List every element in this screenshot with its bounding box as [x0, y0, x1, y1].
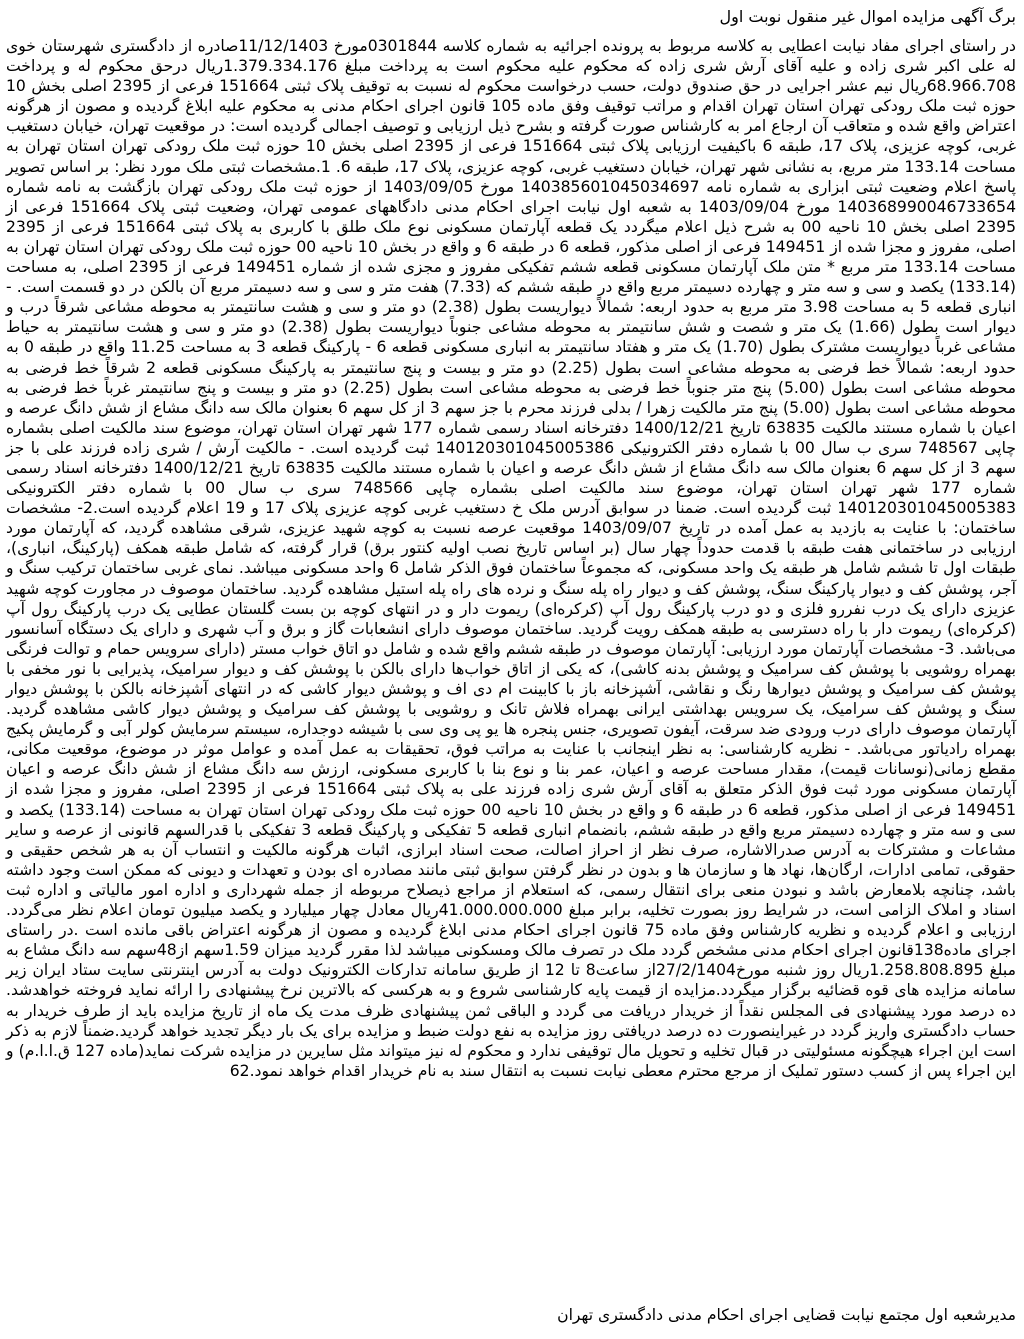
signature-line: مدیرشعبه اول مجتمع نیابت قضایی اجرای احکام مدنی دادگستری تهران — [557, 1306, 1016, 1324]
notice-body: در راستای اجرای مفاد نیابت اعطایی به کلاسه مربوط به پرونده اجرائیه به شماره کلاسه 0301844مورخ 11/12/1403صادره از دادگستری شهرستان خوی له علی اکبر شری زاده و علیه آقای آرش شری زاده که محکوم علیه محکوم است به پرداخت مبلغ 1.379.334.176ریال درحق محکوم له و پرداخت 68.966.708ریال نیم عشر اجرایی در حق صندوق دولت، حسب درخواست محکوم له نسبت به توقیف پلاک ثبتی 151664 فرعی از 2395 اصلی بخش 10 حوزه ثبت ملک رودکی تهران استان تهران اقدام و مراتب توقیف وفق ماده 105 قانون اجرای احکام مدنی به محکوم علیه ابلاغ گردیده و مصون از هرگونه اعتراض واقع شده و متعاقب آن ارجاع امر به کارشناس صورت گرفته و بشرح ذیل ارزیابی و توصیف اجمالی گردیده است: در موقعیت تهران، خیابان دستغیب غربی، کوچه عزیزی، پلاک 17، طبقه 6 باکیفیت ارزیابی پلاک ثبتی 151664 فرعی از 2395 اصلی بخش 10 حوزه ثبت ملک رودکی تهران استان تهران به مساحت 133.14 متر مربع، به نشانی شهر تهران، خیابان دستغیب غربی، کوچه عزیزی، پلاک 17، طبقه 6. 1.مشخصات ثبتی ملک مورد نظر: بر اساس تصویر پاسخ اعلام وضعیت ثبتی ابزاری به شماره نامه 140385601045034697 مورخ 1403/09/05 از حوزه ثبت ملک رودکی تهران بازگشت به نامه شماره 140368990046733654 مورخ 1403/09/04 به شعبه اول نیابت اجرای احکام مدنی دادگاههای عمومی تهران، وضعیت ثبتی پلاک 151664 فرعی از 2395 اصلی بخش 10 ناحیه 00 به شرح ذیل اعلام میگردد یک قطعه آپارتمان مسکونی نوع ملک طلق با کاربری به پلاک ثبتی 151664 فرعی از 2395 اصلی، مفروز و مجزا شده از 149451 فرعی از اصلی مذکور، قطعه 6 در طبقه 6 و واقع در بخش 10 ناحیه 00 حوزه ثبت ملک رودکی تهران استان تهران به مساحت 133.14 متر مربع * متن ملک آپارتمان مسکونی قطعه ششم تفکیکی مفروز و مجزی شده از شماره 149451 فرعی از 2395 اصلی، به مساحت (133.14) یکصد و سی و سه متر و چهارده دسیمتر مربع واقع در طبقه ششم که (7.33) هفت متر و سی و سه دسیمتر مربع آن بالکن در دو قسمت است. - انباری قطعه 5 به مساحت 3.98 متر مربع به حدود اربعه: شمالاً دیواریست بطول (2.38) دو متر و سی و هشت سانتیمتر به محوطه مشاعی شرقاً درب و دیوار است بطول (1.66) یک متر و شصت و شش سانتیمتر به محوطه مشاعی جنوباً دیواریست بطول (2.38) دو متر و سی و هشت سانتیمتر به حیاط مشاعی غرباً دیواریست مشترک بطول (1.70) یک متر و هفتاد سانتیمتر به انباری مسکونی قطعه 6 - پارکینگ قطعه 3 به مساحت 11.25 واقع در طبقه 0 به حدود اربعه: شمالاً خط فرضی به محوطه مشاعی است بطول (2.25) دو متر و بیست و پنج سانتیمتر به پارکینگ مسکونی قطعه 2 شرقاً خط فرضی به محوطه مشاعی است بطول (5.00) پنج متر جنوباً خط فرضی به محوطه مشاعی است بطول (2.25) دو متر و بیست و پنج سانتیمتر غرباً خط فرضی به محوطه مشاعی است بطول (5.00) پنج متر مالکیت زهرا / بدلی فرزند محرم با جز سهم 3 از کل سهم 6 بعنوان مالک سه دانگ مشاع از شش دانگ عرصه و اعیان با شماره مستند مالکیت 63835 تاریخ 1400/12/21 دفترخانه اسناد رسمی شماره 177 شهر تهران استان تهران، موضوع سند مالکیت اصلی بشماره چاپی 748567 سری ب سال 00 با شماره دفتر الکترونیکی 140120301045005386 ثبت گردیده است. - مالکیت آرش / شری زاده فرزند علی با جز سهم 3 از کل سهم 6 بعنوان مالک سه دانگ مشاع از شش دانگ عرصه و اعیان با شماره مستند مالکیت 63835 تاریخ 1400/12/21 دفترخانه اسناد رسمی شماره 177 شهر تهران استان تهران، موضوع سند مالکیت اصلی بشماره چاپی 748566 سری ب سال 00 با شماره دفتر الکترونیکی 140120301045005383 ثبت گردیده است. ضمنا در سوابق آدرس ملک خ دستغیب غربی کوچه عزیزی پلاک 17 و 19 اعلام گردیده است.2- مشخصات ساختمان: با عنایت به بازدید به عمل آمده در تاریخ 1403/09/07 موقعیت عرصه نسبت به کوچه شهید عزیزی، شرقی مشاهده گردید، که آپارتمان مورد ارزیابی در ساختمانی هفت طبقه با قدمت حدوداً چهار سال (بر اساس تاریخ نصب اولیه کنتور برق) قرار گرفته، که شامل طبقه همکف (پارکینگ، انباری)، طبقات اول تا ششم شامل هر طبقه یک واحد مسکونی، که مجموعاً ساختمان فوق الذکر شامل 6 واحد مسکونی میباشد. نمای غربی ساختمان ترکیب سنگ و آجر، پوشش کف و دیوار پارکینگ سنگ، پوشش کف و دیوار راه پله سنگ و نرده های راه پله استیل مشاهده گردید. ساختمان موصوف در مجاورت کوچه شهید عزیزی دارای یک درب نفررو فلزی و دو درب پارکینگ رول آپ (کرکره‌ای) ریموت دار و در انتهای کوچه بن بست گلستان عطایی یک درب پارکینگ رول آپ (کرکره‌ای) ریموت دار با راه دسترسی به طبقه همکف رویت گردید. ساختمان موصوف دارای انشعابات گاز و برق و آب شهری و دارای یک دستگاه آسانسور می‌باشد. 3- مشخصات آپارتمان مورد ارزیابی: آپارتمان موصوف در طبقه ششم واقع شده و شامل دو اتاق خواب مستر (دارای سرویس حمام و توالت فرنگی بهمراه روشویی با پوشش کف سرامیک و پوشش بدنه کاشی)، که یکی از اتاق خواب‌ها دارای بالکن با پوشش کف و دیوار سرامیک، پذیرایی با نور مخفی با پوشش کف سرامیک و پوشش دیوارها رنگ و نقاشی، آشپزخانه باز با کابینت ام دی اف و پوشش دیوار کاشی که در انتهای آشپزخانه بالکن با پوشش دیوار سنگ و پوشش کف سرامیک، یک سرویس بهداشتی ایرانی بهمراه فلاش تانک و روشویی با پوشش کف سرامیک و پوشش دیوار کاشی مشاهده گردید. آپارتمان موصوف دارای درب ورودی ضد سرقت، آیفون تصویری، جنس پنجره ها یو پی وی سی با شیشه دوجداره، سیستم سرمایش کولر آبی و گرمایش پکیج بهمراه رادیاتور می‌باشد. - نظریه کارشناسی: به نظر اینجانب با عنایت به مراتب فوق، تحقیقات به عمل آمده و عوامل موثر در موضوع، موقعیت مکانی، مقطع زمانی(نوسانات قیمت)، مقدار مساحت عرصه و اعیان، عمر بنا و نوع بنا با کاربری مسکونی، ارزش سه دانگ مشاع از شش دانگ عرصه و اعیان آپارتمان مسکونی مورد ثبت فوق الذکر متعلق به آقای آرش شری زاده فرزند علی به پلاک ثبتی 151664 فرعی از 2395 اصلی، مفروز و مجزا شده از 149451 فرعی از اصلی مذکور، قطعه 6 در طبقه 6 و واقع در بخش 10 ناحیه 00 حوزه ثبت ملک رودکی تهران استان تهران به مساحت (133.14) یکصد و سی و سه متر و چهارده دسیمتر مربع واقع در طبقه ششم، بانضمام انباری قطعه 5 تفکیکی و پارکینگ قطعه 3 تفکیکی با قدرالسهم قانونی از عرصه و سایر مشاعات و مشترکات به آدرس صدرالاشاره، صرف نظر از احراز اصالت، صحت اسناد ابرازی، اثبات هرگونه مالکیت و انتساب آن به هر شخص حقیقی و حقوقی، تمامی ادارات، ارگان‌ها، نهاد ها و سازمان ها و بدون در نظر گرفتن سوابق ثبتی مانند مصادره ای بودن و تعهدات و دیونی که ممکن است وجود داشته باشد، چنانچه بلامعارض باشد و نبودن منعی برای انتقال رسمی، که استعلام از مراجع ذیصلاح مربوطه از جمله شهرداری و اداره امور مالیاتی و اداره ثبت اسناد و املاک الزامی است، در شرایط روز بصورت تخلیه، برابر مبلغ 41.000.000.000ریال معادل چهار میلیارد و یکصد میلیون تومان اعلام نظر می‌گردد. ارزیابی و اعلام گردیده و نظریه کارشناس وفق ماده 75 قانون اجرای احکام مدنی ابلاغ گردیده و مصون از هرگونه اعتراض باقی مانده است .در راستای اجرای ماده138قانون اجرای احکام مدنی مشخص گردد ملک در تصرف مالک ومسکونی میباشد لذا مقرر گردید میزان 1.59سهم از48سهم سه دانگ مشاع به مبلغ 1.258.808.895ریال روز شنبه مورخ27/2/1404از ساعت8 تا 12 از طریق سامانه تدارکات الکترونیک دولت به آدرس اینترنتی سایت ستاد ایران زیر سامانه مزایده های قوه قضائیه برگزار میگردد.مزایده از قیمت پایه کارشناسی شروع و به هرکسی که بالاترین نرخ پیشنهادی را ارائه نماید فروخته خواهدشد. ده درصد مورد پیشنهادی فی المجلس نقداً از خریدار دریافت می گردد و الباقی ثمن پیشنهادی ظرف مدت یک ماه از تاریخ مزایده باید از طرف خریدار به حساب دادگستری واریز گردد در غیراینصورت ده درصد دریافتی روز مزایده به نفع دولت ضبط و مزایده برای یک بار دیگر تجدید خواهد گردید.ضمناً لازم به ذکر است این اجراء هیچگونه مسئولیتی در قبال تخلیه و تحویل مال توقیفی ندارد و محکوم له نیز میتواند مثل سایرین در مزایده شرکت نماید(ماده 127 ق.ا.ا.م) و این اجراء پس از کسب دستور تملیک از مرجع محترم معطی نیابت نسبت به انتقال سند به نام خریدار اقدام خواهد نمود.62 — [6, 37, 1017, 1080]
notice-title: برگ آگهی مزایده اموال غیر منقول نوبت اول — [719, 7, 1016, 26]
